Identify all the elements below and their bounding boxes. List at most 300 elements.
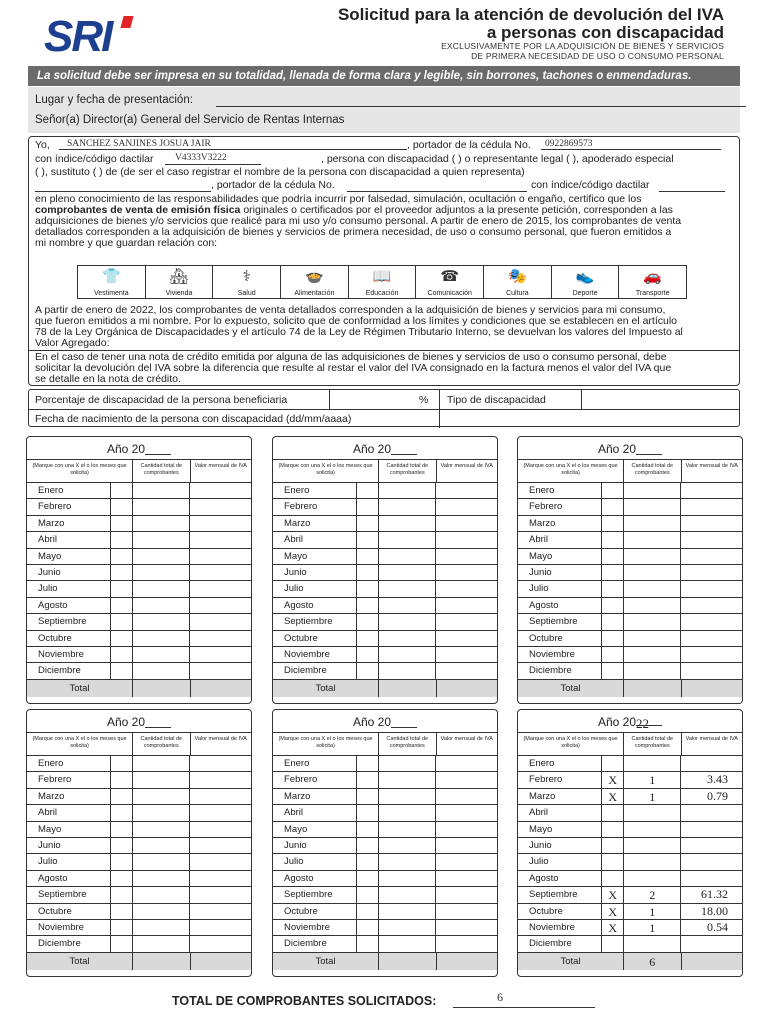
receipt-count[interactable]: 2 [624,887,681,902]
year-field[interactable] [391,441,417,455]
receipt-count[interactable] [624,631,681,646]
represented-cedula-label: , portador de la cédula No. [211,179,335,191]
receipt-count[interactable] [379,805,436,820]
month-check[interactable] [357,838,379,853]
iva-value[interactable] [436,838,497,853]
month-check[interactable] [357,871,379,886]
month-check[interactable] [357,614,379,629]
month-check[interactable] [357,532,379,547]
receipt-count[interactable] [133,904,190,919]
iva-value[interactable] [436,663,497,678]
table-row [518,663,742,679]
grand-total-label: TOTAL DE COMPROBANTES SOLICITADOS: [172,994,437,1008]
receipt-count[interactable] [133,614,190,629]
receipt-count[interactable] [379,663,436,678]
year-field[interactable] [636,441,662,455]
table-row [518,631,742,647]
receipt-count[interactable] [379,904,436,919]
month-check[interactable] [357,565,379,580]
receipt-count[interactable] [379,565,436,580]
addressee: Señor(a) Director(a) General del Servicio de Rentas Internas [35,114,345,126]
total-count[interactable] [624,680,681,697]
month-label: Junio [518,838,602,853]
iva-value[interactable] [190,936,251,951]
receipt-count[interactable] [624,516,681,531]
month-check[interactable] [111,772,133,787]
iva-value[interactable] [190,549,251,564]
iva-value[interactable] [190,663,251,678]
receipt-count[interactable] [379,789,436,804]
month-check[interactable] [357,499,379,514]
receipt-count[interactable] [624,565,681,580]
iva-value[interactable] [436,920,497,935]
iva-value[interactable] [681,854,742,869]
month-check[interactable] [602,756,624,771]
iva-value[interactable] [436,805,497,820]
receipt-count[interactable] [133,663,190,678]
receipt-count[interactable] [379,854,436,869]
iva-value[interactable] [436,581,497,596]
month-check[interactable] [111,887,133,902]
month-label: Abril [27,532,111,547]
month-label: Julio [273,581,357,596]
iva-value[interactable] [436,499,497,514]
receipt-count[interactable] [379,871,436,886]
iva-value[interactable] [681,631,742,646]
month-label: Noviembre [273,647,357,662]
receipt-count[interactable] [133,565,190,580]
month-check[interactable] [111,565,133,580]
grand-total-field[interactable] [453,1007,595,1008]
month-check[interactable] [111,598,133,613]
receipt-count[interactable]: 1 [624,920,681,935]
month-label: Agosto [273,871,357,886]
month-check[interactable] [111,805,133,820]
receipt-count[interactable] [133,549,190,564]
receipt-count[interactable] [624,822,681,837]
iva-value[interactable] [190,887,251,902]
iva-value[interactable] [436,549,497,564]
iva-value[interactable]: 0.79 [707,788,728,803]
iva-value[interactable] [190,631,251,646]
month-check[interactable] [111,483,133,498]
represented-cedula-field[interactable] [347,191,527,192]
iva-value[interactable] [436,631,497,646]
year-field[interactable] [145,714,171,728]
month-check[interactable] [602,516,624,531]
month-check[interactable] [357,854,379,869]
receipt-count[interactable] [133,789,190,804]
iva-value[interactable] [681,598,742,613]
dactilar-field[interactable] [165,164,261,165]
receipt-count[interactable] [379,822,436,837]
month-check[interactable] [357,483,379,498]
iva-value[interactable] [436,598,497,613]
month-check[interactable] [602,614,624,629]
receipt-count[interactable] [133,871,190,886]
receipt-count[interactable] [379,772,436,787]
receipt-count[interactable] [133,483,190,498]
table-row [27,904,251,920]
month-check[interactable] [111,904,133,919]
iva-value[interactable] [190,516,251,531]
month-check[interactable] [602,838,624,853]
receipt-count[interactable] [133,805,190,820]
iva-value[interactable] [681,871,742,886]
month-check[interactable] [602,871,624,886]
table-row [27,663,251,679]
month-check[interactable] [357,936,379,951]
receipt-count[interactable] [624,854,681,869]
month-check[interactable] [111,499,133,514]
iva-value[interactable] [681,805,742,820]
receipt-count[interactable] [379,756,436,771]
month-label: Diciembre [518,663,602,678]
iva-value[interactable] [190,805,251,820]
iva-value[interactable] [190,532,251,547]
total-row [518,953,742,970]
month-check[interactable] [357,772,379,787]
iva-value[interactable] [681,647,742,662]
column-headers: (Marque con una X el o los meses que solicita) Cantidad total de comprobantes Valor mensual de IVA [273,459,497,483]
iva-value[interactable] [681,516,742,531]
iva-value[interactable] [436,483,497,498]
month-check[interactable] [111,663,133,678]
total-count[interactable]: 6 [624,953,681,970]
table-row [518,936,742,952]
iva-value[interactable] [436,532,497,547]
month-check[interactable] [357,516,379,531]
receipt-count[interactable] [133,822,190,837]
month-check[interactable] [357,598,379,613]
month-check[interactable] [111,822,133,837]
iva-value[interactable] [681,549,742,564]
receipt-count[interactable] [624,756,681,771]
total-label: Total [518,953,624,970]
receipt-count[interactable]: 1 [624,789,681,804]
receipt-count[interactable] [624,598,681,613]
month-check[interactable] [111,631,133,646]
year-field[interactable] [145,441,171,455]
receipt-count[interactable] [379,598,436,613]
iva-value[interactable] [681,663,742,678]
total-count[interactable] [379,680,436,697]
table-row [273,663,497,679]
receipt-count[interactable] [624,581,681,596]
month-check[interactable] [111,614,133,629]
total-count[interactable] [133,680,190,697]
month-check[interactable] [357,549,379,564]
iva-value[interactable] [436,904,497,919]
month-check[interactable] [602,822,624,837]
month-check[interactable] [602,499,624,514]
month-label: Septiembre [518,887,602,902]
category-label: Cultura [506,290,529,297]
month-check[interactable] [357,822,379,837]
receipt-count[interactable] [133,854,190,869]
month-check[interactable] [111,854,133,869]
month-label: Agosto [518,598,602,613]
month-check[interactable] [602,483,624,498]
pot-icon: 🍲 [305,268,324,285]
month-check[interactable] [602,647,624,662]
month-check[interactable] [111,936,133,951]
month-label: Noviembre [518,920,602,935]
year-table [272,709,498,977]
receipt-count[interactable] [379,838,436,853]
iva-value[interactable] [436,772,497,787]
receipt-count[interactable] [379,549,436,564]
iva-value[interactable] [190,772,251,787]
month-check[interactable] [602,663,624,678]
receipt-count[interactable] [133,598,190,613]
receipt-count[interactable] [133,920,190,935]
receipt-count[interactable] [133,756,190,771]
month-check[interactable] [111,532,133,547]
month-check[interactable] [357,904,379,919]
iva-value[interactable] [190,789,251,804]
receipt-count[interactable] [379,887,436,902]
month-check[interactable] [111,871,133,886]
iva-value[interactable] [681,822,742,837]
receipt-count[interactable] [133,631,190,646]
month-check[interactable] [357,663,379,678]
total-label: Total [27,953,133,970]
iva-value[interactable] [681,838,742,853]
table-row [518,581,742,597]
receipt-count[interactable]: 1 [624,772,681,787]
month-label: Diciembre [27,663,111,678]
table-row [273,499,497,515]
month-label: Abril [273,805,357,820]
iva-value[interactable] [681,581,742,596]
month-check[interactable]: X [602,789,624,804]
table-row [273,756,497,772]
table-row [518,789,742,805]
receipt-count[interactable] [624,936,681,951]
iva-value[interactable] [681,756,742,771]
month-check[interactable] [602,549,624,564]
yo-label: Yo, [35,139,50,151]
receipt-count[interactable] [379,647,436,662]
month-check[interactable] [111,920,133,935]
iva-value[interactable] [436,887,497,902]
receipt-count[interactable] [624,647,681,662]
iva-value[interactable] [190,565,251,580]
month-label: Diciembre [273,936,357,951]
month-label: Agosto [273,598,357,613]
receipt-count[interactable] [624,499,681,514]
iva-value[interactable] [190,838,251,853]
receipt-count[interactable] [379,936,436,951]
iva-value[interactable] [436,565,497,580]
receipt-count[interactable] [379,631,436,646]
iva-value[interactable] [190,904,251,919]
receipt-count[interactable] [379,614,436,629]
month-label: Enero [518,756,602,771]
table-row [27,756,251,772]
month-check[interactable] [357,631,379,646]
applicant-name: SANCHEZ SANJINES JOSUA JAIR [67,139,211,149]
represented-name-field[interactable] [35,191,211,192]
iva-value[interactable] [436,822,497,837]
month-check[interactable] [111,789,133,804]
month-check[interactable]: X [602,920,624,935]
year-field[interactable]: 22 [636,712,662,726]
iva-value[interactable] [436,936,497,951]
month-check[interactable] [602,805,624,820]
represented-dactilar-field[interactable] [659,191,725,192]
receipt-count[interactable] [133,532,190,547]
month-label: Octubre [518,904,602,919]
table-row [27,516,251,532]
month-check[interactable] [357,756,379,771]
table-row [273,598,497,614]
receipt-count[interactable] [133,516,190,531]
iva-value[interactable] [190,822,251,837]
iva-value[interactable] [190,483,251,498]
iva-value[interactable] [190,920,251,935]
receipt-count[interactable] [624,663,681,678]
month-check[interactable] [111,756,133,771]
month-check[interactable] [111,516,133,531]
receipt-count[interactable] [133,936,190,951]
birth-date-label: Fecha de nacimiento de la persona con discapacidad (dd/mm/aaaa) [35,413,352,425]
iva-value[interactable] [436,756,497,771]
month-check[interactable] [357,887,379,902]
iva-value[interactable] [436,516,497,531]
receipt-count[interactable] [624,532,681,547]
month-check[interactable] [602,565,624,580]
month-label: Agosto [518,871,602,886]
iva-value[interactable] [190,614,251,629]
month-check[interactable]: X [602,887,624,902]
iva-value[interactable] [190,581,251,596]
category-label: Comunicación [427,290,472,297]
month-label: Agosto [27,871,111,886]
receipt-count[interactable] [133,499,190,514]
iva-value[interactable] [436,789,497,804]
receipt-count[interactable]: 1 [624,904,681,919]
iva-value[interactable] [436,854,497,869]
receipt-count[interactable] [624,549,681,564]
beneficiary-info [28,389,740,427]
receipt-count[interactable] [379,581,436,596]
iva-value[interactable]: 61.32 [701,887,728,902]
receipt-count[interactable] [379,516,436,531]
receipt-count[interactable] [379,532,436,547]
category-salud [213,266,281,298]
month-check[interactable] [111,581,133,596]
month-label: Febrero [273,499,357,514]
month-check[interactable] [602,631,624,646]
month-label: Enero [273,756,357,771]
receipt-count[interactable] [624,805,681,820]
month-check[interactable]: X [602,904,624,919]
month-check[interactable] [602,598,624,613]
iva-value[interactable] [190,499,251,514]
month-check[interactable] [357,805,379,820]
total-count[interactable] [133,953,190,970]
month-check[interactable] [111,549,133,564]
receipt-count[interactable] [379,499,436,514]
table-row [518,904,742,920]
receipt-count[interactable] [379,920,436,935]
receipt-count[interactable] [624,871,681,886]
masks-icon: 🎭 [508,268,527,285]
iva-value[interactable] [190,756,251,771]
iva-value[interactable] [681,936,742,951]
receipt-count[interactable] [133,772,190,787]
table-row [27,871,251,887]
category-cultura [484,266,552,298]
iva-value[interactable]: 3.43 [707,772,728,787]
table-row [518,647,742,663]
table-row [27,549,251,565]
month-label: Noviembre [518,647,602,662]
month-check[interactable] [602,936,624,951]
month-check[interactable] [357,647,379,662]
month-check[interactable]: X [602,772,624,787]
receipt-count[interactable] [379,483,436,498]
iva-value[interactable]: 18.00 [701,903,728,918]
table-row [273,871,497,887]
total-count[interactable] [379,953,436,970]
month-check[interactable] [602,581,624,596]
month-check[interactable] [111,647,133,662]
category-label: Deporte [572,290,598,297]
iva-value[interactable] [681,565,742,580]
iva-value[interactable] [681,614,742,629]
iva-value[interactable] [681,532,742,547]
iva-value[interactable] [190,598,251,613]
month-label: Mayo [27,549,111,564]
month-check[interactable] [602,854,624,869]
receipt-count[interactable] [133,887,190,902]
receipt-count[interactable] [624,838,681,853]
month-check[interactable] [357,581,379,596]
health-icon: ⚕ [242,268,251,285]
iva-value[interactable] [190,854,251,869]
year-header: Año 20 [27,437,251,459]
total-row [27,953,251,970]
iva-value[interactable]: 0.54 [707,919,728,934]
month-label: Diciembre [518,936,602,951]
receipt-count[interactable] [133,647,190,662]
table-row [518,614,742,630]
table-row [518,549,742,565]
receipt-count[interactable] [624,483,681,498]
month-check[interactable] [602,532,624,547]
iva-value[interactable] [681,499,742,514]
receipt-count[interactable] [624,614,681,629]
receipt-count[interactable] [133,581,190,596]
year-field[interactable] [391,714,417,728]
iva-value[interactable] [190,647,251,662]
receipt-count[interactable] [133,838,190,853]
iva-value[interactable] [436,871,497,886]
iva-value[interactable] [190,871,251,886]
category-label: Vestimenta [94,290,129,297]
iva-value[interactable] [436,614,497,629]
month-check[interactable] [357,789,379,804]
place-date-field[interactable] [216,106,746,107]
iva-value[interactable] [436,647,497,662]
month-check[interactable] [111,838,133,853]
month-check[interactable] [357,920,379,935]
iva-value[interactable] [681,483,742,498]
year-table [517,709,743,977]
